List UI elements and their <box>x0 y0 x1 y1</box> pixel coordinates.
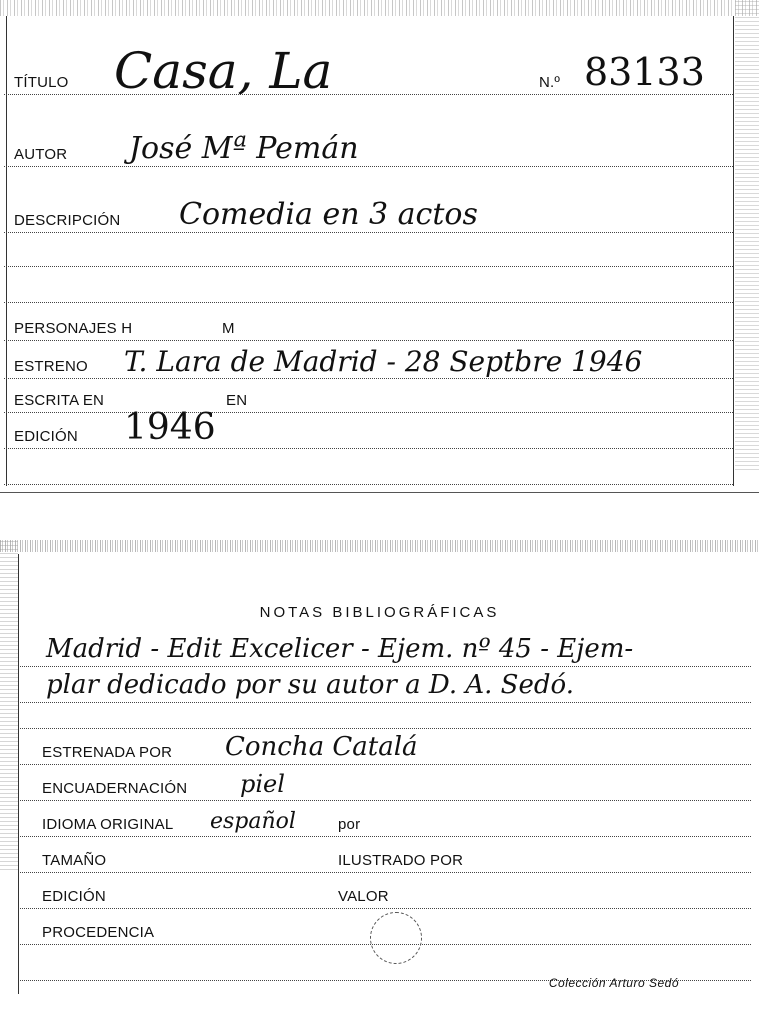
valor-label: VALOR <box>338 888 389 905</box>
ink-stamp-mark <box>370 912 422 964</box>
row-titulo <box>4 42 733 100</box>
row-estreno <box>4 342 733 379</box>
notas-line-2: plar dedicado por su autor a D. A. Sedó. <box>46 670 574 700</box>
ilustrado-label: ILUSTRADO POR <box>338 852 464 869</box>
row-estrenada <box>20 728 751 765</box>
catalog-card-top <box>0 0 759 493</box>
procedencia-label: PROCEDENCIA <box>42 924 155 941</box>
estrenada-label: ESTRENADA POR <box>42 744 173 761</box>
row-autor <box>4 130 733 167</box>
personajes-m-label: M <box>222 320 235 337</box>
row-edicion-bottom <box>20 872 751 909</box>
descripcion-label: DESCRIPCIÓN <box>14 212 121 229</box>
encuadernacion-value: piel <box>240 770 285 798</box>
row-blank-1 <box>4 232 733 267</box>
por-label: por <box>338 816 361 833</box>
row-blank-2 <box>4 266 733 303</box>
estrenada-value: Concha Catalá <box>225 732 418 762</box>
idioma-value: español <box>210 809 296 834</box>
en-label: EN <box>226 392 248 409</box>
row-encuadernacion <box>20 764 751 801</box>
row-escrita-en <box>4 378 733 413</box>
row-idioma <box>20 800 751 837</box>
row-tamano <box>20 836 751 873</box>
notas-heading: NOTAS BIBLIOGRÁFICAS <box>259 604 500 621</box>
catalog-card-bottom <box>0 540 759 1028</box>
row-blank-notes <box>20 702 751 729</box>
numero-value: 83133 <box>584 50 705 94</box>
personajes-h-label: PERSONAJES H <box>14 320 133 337</box>
row-edicion <box>4 407 733 449</box>
descripcion-value: Comedia en 3 actos <box>179 197 478 232</box>
row-blank-3 <box>4 448 733 485</box>
titulo-label: TÍTULO <box>14 74 69 91</box>
collection-footer: Colección Arturo Sedó <box>548 976 679 990</box>
card-right-border <box>733 16 734 486</box>
estreno-label: ESTRENO <box>14 358 88 375</box>
row-personajes <box>4 306 733 341</box>
row-descripcion <box>4 196 733 233</box>
notas-line-1: Madrid - Edit Excelicer - Ejem. nº 45 - Ejem- <box>46 634 634 664</box>
edicion-label: EDICIÓN <box>14 428 78 445</box>
titulo-value: Casa, La <box>114 42 333 100</box>
row-notas-2 <box>20 666 751 703</box>
edicion-bottom-label: EDICIÓN <box>42 888 106 905</box>
encuadernacion-label: ENCUADERNACIÓN <box>42 780 188 797</box>
edicion-value: 1946 <box>124 407 216 448</box>
autor-label: AUTOR <box>14 146 68 163</box>
numero-label: N.º <box>539 74 561 91</box>
idioma-label: IDIOMA ORIGINAL <box>42 816 174 833</box>
autor-value: José Mª Pemán <box>129 131 359 166</box>
row-notas-1 <box>20 630 751 667</box>
estreno-value: T. Lara de Madrid - 28 Septbre 1946 <box>124 345 643 378</box>
escrita-en-label: ESCRITA EN <box>14 392 105 409</box>
tamano-label: TAMAÑO <box>42 852 107 869</box>
